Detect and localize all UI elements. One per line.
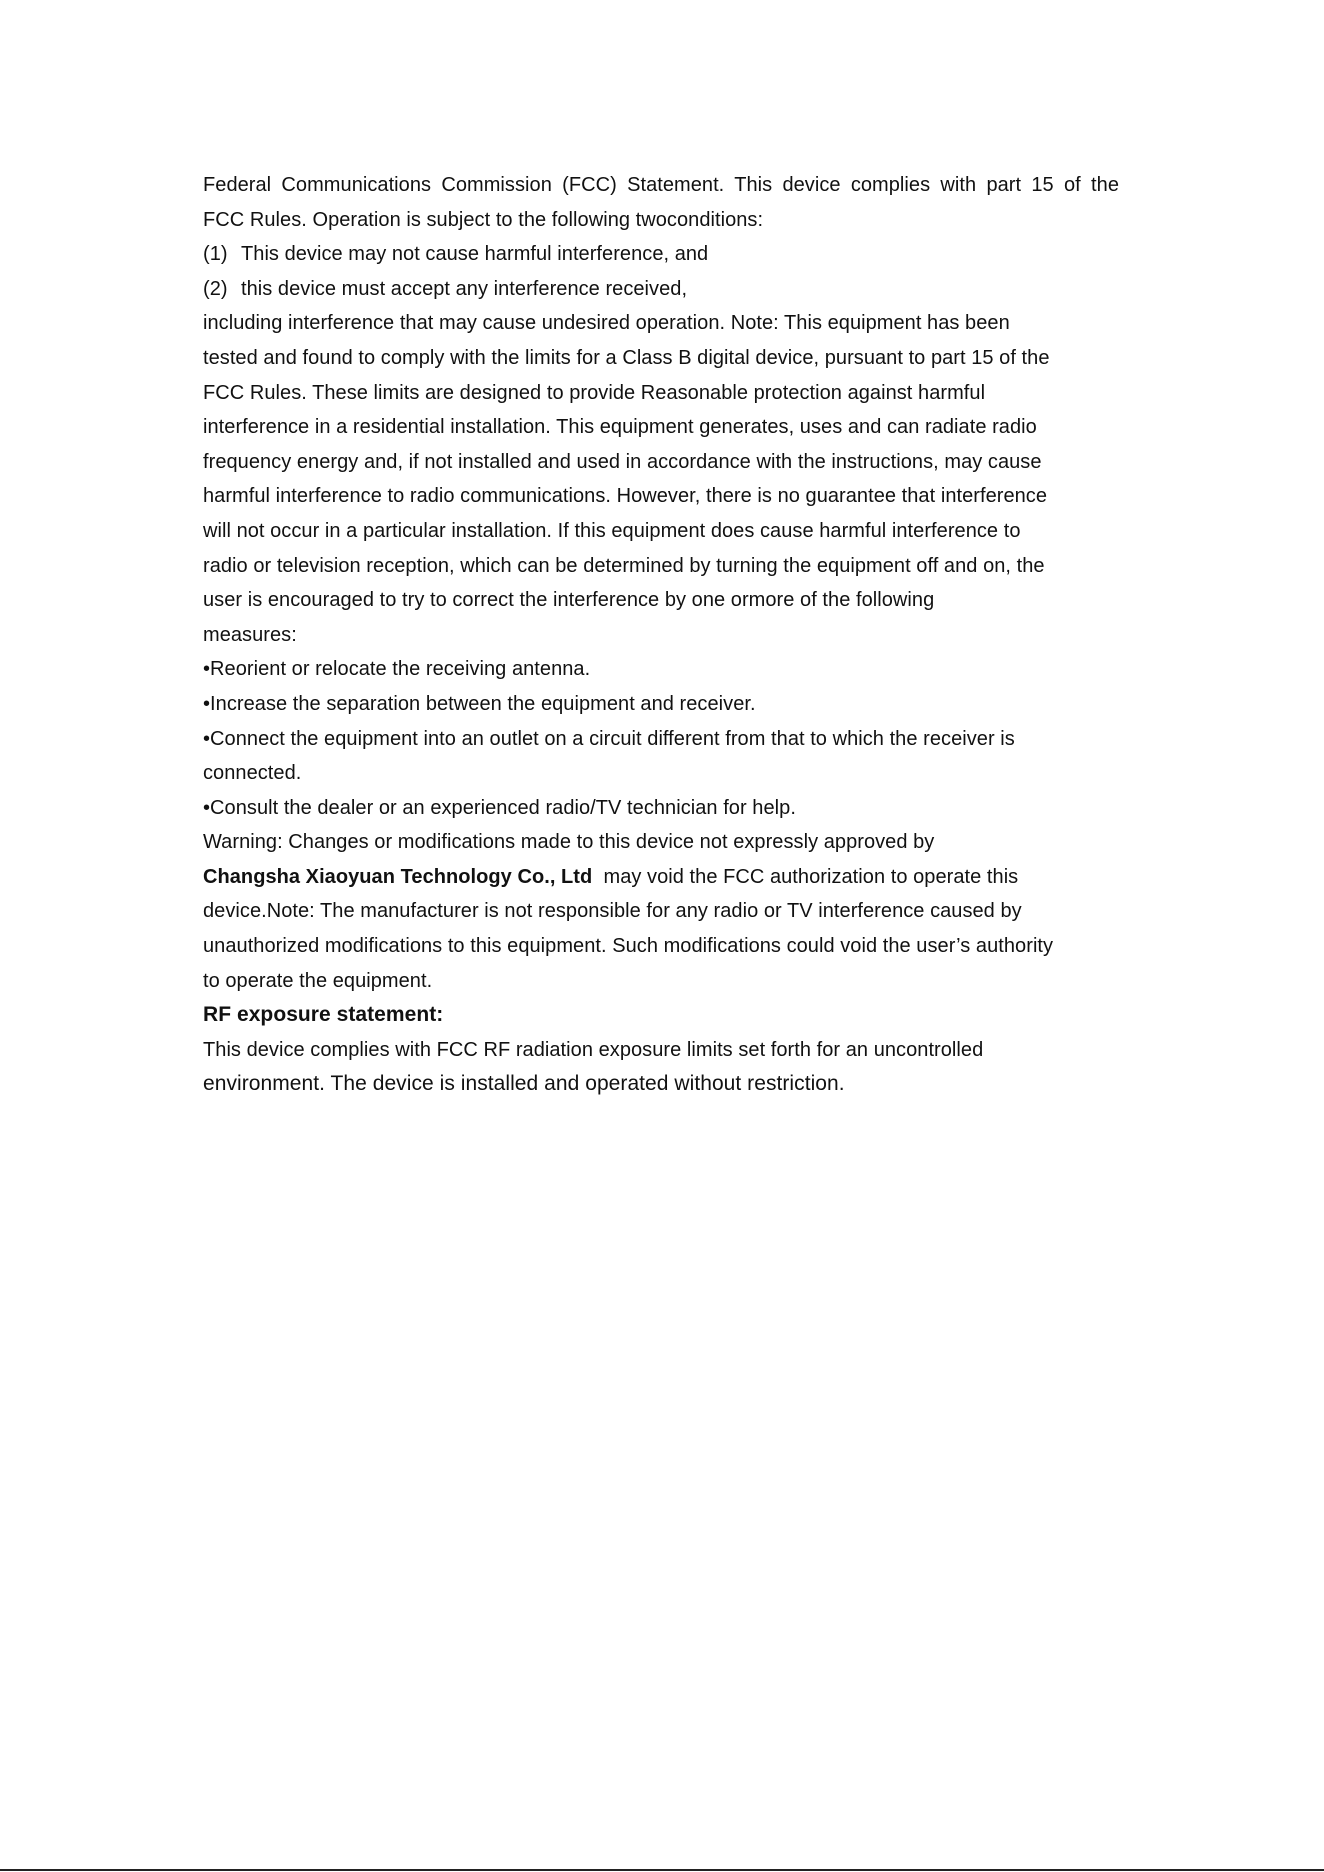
warning-text: may void the FCC authorization to operate this xyxy=(603,865,1019,888)
paragraph-line: will not occur in a particular installation. If this equipment does cause harmful interference to xyxy=(203,519,1021,542)
item-text: This device may not cause harmful interference, and xyxy=(241,243,709,266)
paragraph-line: measures: xyxy=(203,623,297,646)
bullet-item: •Connect the equipment into an outlet on a circuit different from that to which the receiver is xyxy=(203,727,1015,750)
paragraph-line: tested and found to comply with the limits for a Class B digital device, pursuant to part 15 of the xyxy=(203,346,1050,369)
bullet-item-continuation: connected. xyxy=(203,762,302,785)
paragraph-line: interference in a residential installation. This equipment generates, uses and can radiate radio xyxy=(203,416,1037,439)
paragraph-line: frequency energy and, if not installed and used in accordance with the instructions, may cause xyxy=(203,450,1042,473)
paragraph-line: FCC Rules. Operation is subject to the following twoconditions: xyxy=(203,208,764,231)
paragraph-line: including interference that may cause undesired operation. Note: This equipment has been xyxy=(203,312,1010,335)
warning-line xyxy=(203,860,1123,895)
numbered-item xyxy=(203,272,1123,307)
paragraph-line: FCC Rules. These limits are designed to provide Reasonable protection against harmful xyxy=(203,381,986,404)
warning-line: to operate the equipment. xyxy=(203,969,433,992)
paragraph-line: user is encouraged to try to correct the interference by one ormore of the following xyxy=(203,589,935,612)
paragraph-line: radio or television reception, which can be determined by turning the equipment off and on, the xyxy=(203,554,1045,577)
item-number: (2) xyxy=(203,277,228,300)
company-name: Changsha Xiaoyuan Technology Co., Ltd xyxy=(203,865,593,888)
rf-statement-line: environment. The device is installed and operated without restriction. xyxy=(203,1072,845,1096)
page-bottom-border xyxy=(0,1869,1324,1871)
warning-line: unauthorized modifications to this equipment. Such modifications could void the user’s authority xyxy=(203,935,1054,958)
bullet-item: •Consult the dealer or an experienced radio/TV technician for help. xyxy=(203,796,796,819)
bullet-item: •Increase the separation between the equipment and receiver. xyxy=(203,692,756,715)
numbered-item xyxy=(203,237,1123,272)
warning-line: device.Note: The manufacturer is not responsible for any radio or TV interference caused by xyxy=(203,900,1022,923)
paragraph-line: harmful interference to radio communications. However, there is no guarantee that interference xyxy=(203,485,1048,508)
item-number: (1) xyxy=(203,243,228,266)
fcc-statement-body xyxy=(203,168,1123,1102)
warning-line: Warning: Changes or modifications made to this device not expressly approved by xyxy=(203,831,935,854)
item-text: this device must accept any interference received, xyxy=(241,277,688,300)
paragraph-line: Federal Communications Commission (FCC) Statement. This device complies with part 15 of the xyxy=(203,174,1119,196)
rf-statement-line: This device complies with FCC RF radiation exposure limits set forth for an uncontrolled xyxy=(203,1038,984,1061)
rf-exposure-heading: RF exposure statement: xyxy=(203,1003,444,1027)
bullet-item: •Reorient or relocate the receiving antenna. xyxy=(203,658,591,681)
